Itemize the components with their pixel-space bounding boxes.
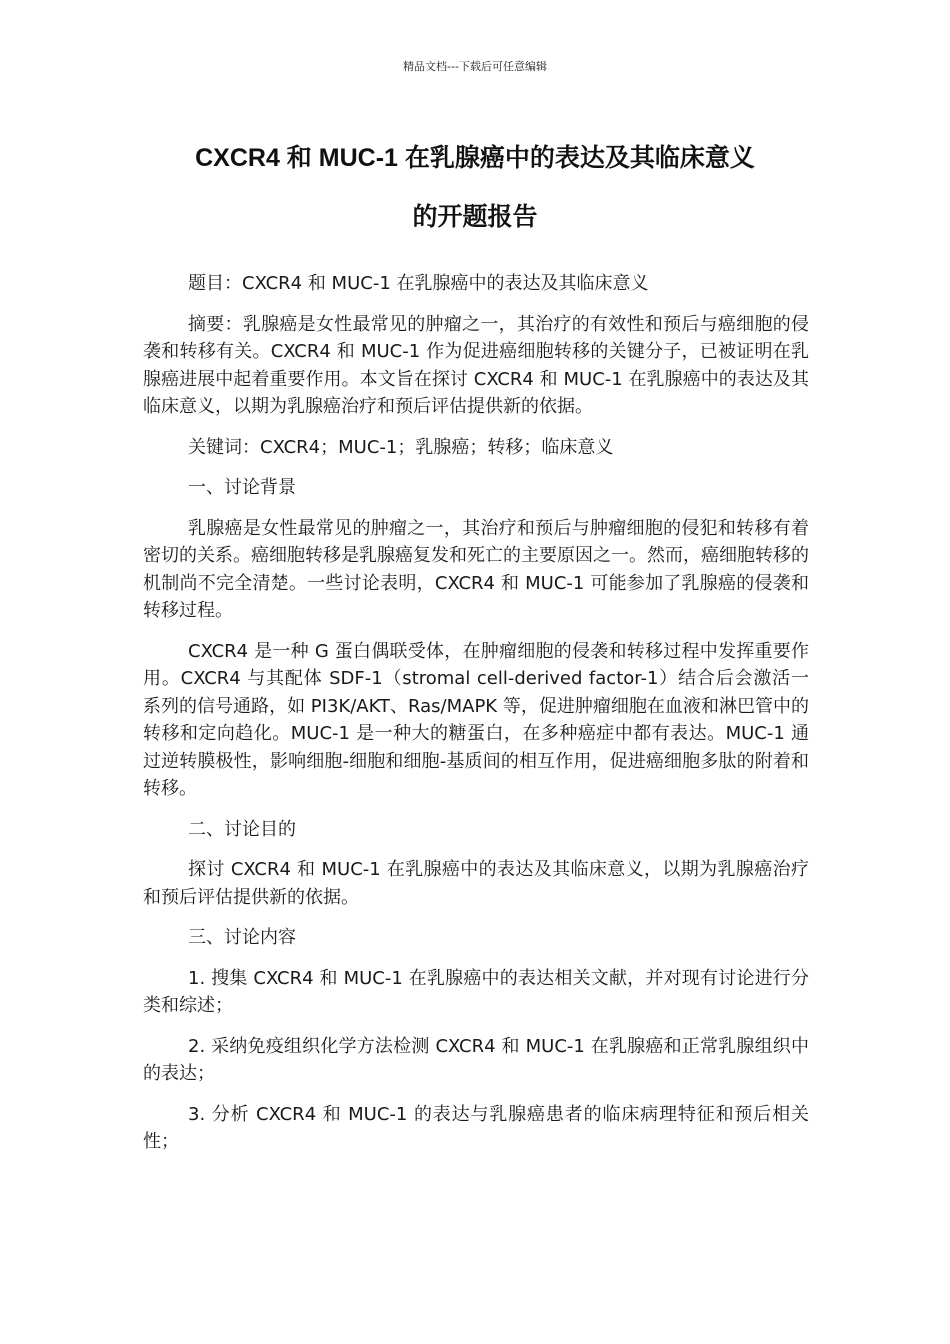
abstract-paragraph: 摘要：乳腺癌是女性最常见的肿瘤之一，其治疗的有效性和预后与癌细胞的侵袭和转移有关。CXCR4 和 MUC-1 作为促进癌细胞转移的关键分子，已被证明在乳腺癌进展中起着重要作用。本文旨在探讨 CXCR4 和 MUC-1 在乳腺癌中的表达及其临床意义，以期为乳腺癌治疗和预后评估提供新的依据。 (143, 313, 809, 417)
background-paragraph-2: CXCR4 是一种 G 蛋白偶联受体，在肿瘤细胞的侵袭和转移过程中发挥重要作用。CXCR4 与其配体 SDF-1（stromal cell-derived factor-1）结合后会激活一系列的信号通路，如 PI3K/AKT、Ras/MAPK 等，促进肿瘤细胞在血液和淋巴管中的转移和定向趋化。MUC-1 是一种大的糖蛋白，在多种癌症中都有表达。MUC-1 通过逆转膜极性，影响细胞-细胞和细胞-基质间的相互作用，促进癌细胞多肽的附着和转移。 (143, 640, 809, 799)
document-title-line-1: CXCR4 和 MUC-1 在乳腺癌中的表达及其临床意义 (195, 144, 755, 172)
purpose-paragraph: 探讨 CXCR4 和 MUC-1 在乳腺癌中的表达及其临床意义，以期为乳腺癌治疗和预后评估提供新的依据。 (143, 859, 809, 908)
content-item-2: 2. 采纳免疫组织化学方法检测 CXCR4 和 MUC-1 在乳腺癌和正常乳腺组织中的表达； (143, 1035, 809, 1084)
section-heading-purpose: 二、讨论目的 (188, 818, 296, 840)
topic-paragraph: 题目：CXCR4 和 MUC-1 在乳腺癌中的表达及其临床意义 (188, 273, 649, 294)
content-item-3: 3. 分析 CXCR4 和 MUC-1 的表达与乳腺癌患者的临床病理特征和预后相关性； (143, 1103, 809, 1152)
section-heading-background: 一、讨论背景 (188, 477, 296, 498)
background-paragraph-1: 乳腺癌是女性最常见的肿瘤之一，其治疗和预后与肿瘤细胞的侵犯和转移有着密切的关系。癌细胞转移是乳腺癌复发和死亡的主要原因之一。然而，癌细胞转移的机制尚不完全清楚。一些讨论表明，CXCR4 和 MUC-1 可能参加了乳腺癌的侵袭和转移过程。 (143, 517, 809, 621)
keywords-paragraph: 关键词：CXCR4；MUC-1；乳腺癌；转移；临床意义 (188, 436, 614, 458)
document-body (143, 270, 809, 1169)
page-header-note: 精品文档---下载后可任意编辑 (403, 60, 547, 73)
document-title-line-2: 的开题报告 (412, 203, 538, 231)
content-item-1: 1. 搜集 CXCR4 和 MUC-1 在乳腺癌中的表达相关文献，并对现有讨论进行分类和综述； (143, 967, 809, 1016)
section-heading-content: 三、讨论内容 (188, 927, 296, 948)
